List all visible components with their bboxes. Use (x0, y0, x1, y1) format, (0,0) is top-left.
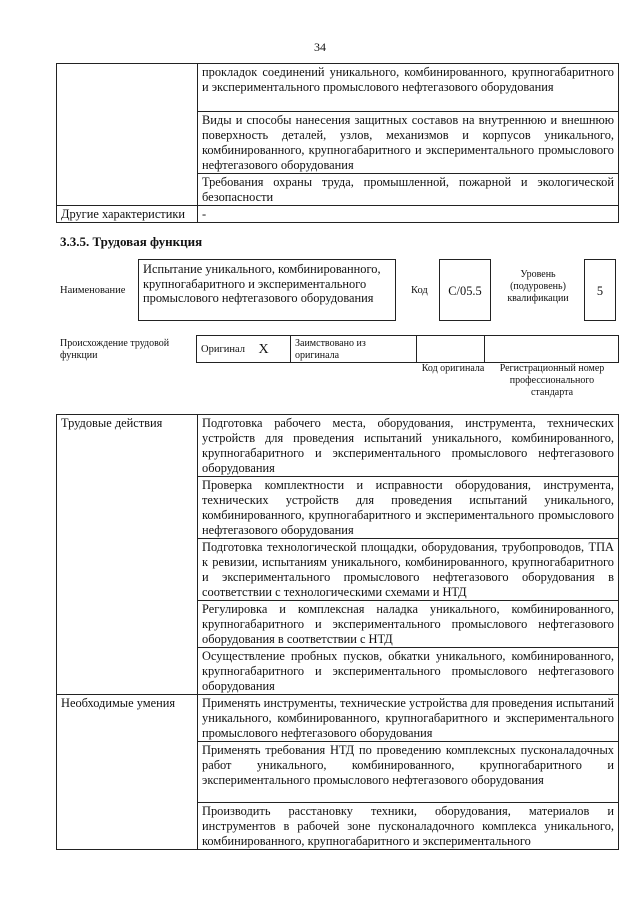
table-row (57, 415, 619, 477)
table-cell-text: - (198, 206, 619, 223)
origin-reg-cell (485, 336, 619, 363)
origin-code-cell (417, 336, 485, 363)
origin-table (196, 335, 619, 363)
table-cell-text: Регулировка и комплексная наладка уникального, комбинированного, крупногабаритного и экспериментального промыслового нефтегазового оборудования в соответствии с НТД (198, 601, 619, 648)
table-cell-text: Производить расстановку техники, оборудования, материалов и инструментов в рабочей зоне пусконаладочного комплекса уникального, комбинированного, крупногабаритного и экспериментального (198, 803, 619, 850)
main-function-table (56, 414, 619, 850)
table-cell-text: прокладок соединений уникального, комбинированного, крупногабаритного и экспериментального промыслового нефтегазового оборудования (198, 64, 619, 112)
table-row (57, 206, 619, 223)
table-cell-text: Применять требования НТД по проведению комплексных пусконаладочных работ уникального, комбинированного, крупногабаритного и экспериментального промыслового нефтегазового оборудования (198, 742, 619, 803)
level-label: Уровень (подуровень) квалификации (507, 269, 569, 304)
function-code-box (439, 259, 491, 321)
table-cell-text: Подготовка технологической площадки, оборудования, трубопроводов, ТПА к ревизии, испытаниям уникального, комбинированного, крупногабаритного и экспериментального промыслового нефтегазового оборудования в соответствии с технологическими схемами и НТД (198, 539, 619, 601)
original-mark: X (255, 336, 291, 363)
code-caption: Код оригинала (421, 363, 485, 374)
borrowed-label: Заимствовано из оригинала (291, 336, 417, 363)
name-label: Наименование (60, 285, 126, 296)
function-name-box (138, 259, 396, 321)
top-characteristics-table (56, 63, 619, 223)
table-cell-text: Подготовка рабочего места, оборудования, инструмента, технических устройств для проведения испытаний уникального, комбинированного, крупногабаритного и экспериментального промыслового нефтегазового оборудования (198, 415, 619, 477)
code-label: Код (411, 285, 428, 296)
table-cell-text: Требования охраны труда, промышленной, пожарной и экологической безопасности (198, 174, 619, 206)
level-value-box (584, 259, 616, 321)
table-row (197, 336, 619, 363)
table-row (57, 695, 619, 742)
labor-actions-label: Трудовые действия (57, 415, 198, 695)
function-name-value: Испытание уникального, комбинированного, крупногабаритного и экспериментального промыслового нефтегазового оборудования (143, 262, 381, 305)
required-skills-label: Необходимые умения (57, 695, 198, 850)
table-row (57, 64, 619, 112)
table-cell-label (57, 64, 198, 206)
table-cell-text: Виды и способы нанесения защитных составов на внутреннюю и внешнюю поверхность деталей, узлов, механизмов и корпусов уникального, комбинированного, крупногабаритного и экспериментального промыслового нефтегазового оборудования (198, 112, 619, 174)
table-cell-text: Проверка комплектности и исправности оборудования, инструмента, технических устройств для проведения испытаний уникального, комбинированного, крупногабаритного и экспериментального промыслового нефтегазового оборудования (198, 477, 619, 539)
other-characteristics-label: Другие характеристики (57, 206, 198, 223)
page-number: 34 (314, 40, 326, 54)
original-label: Оригинал (197, 336, 255, 363)
table-cell-text: Применять инструменты, технические устройства для проведения испытаний уникального, комбинированного, крупногабаритного и экспериментального промыслового нефтегазового оборудования (198, 695, 619, 742)
origin-label: Происхождение трудовой функции (60, 338, 170, 361)
reg-caption: Регистрационный номер профессионального стандарта (499, 363, 605, 398)
section-heading: 3.3.5. Трудовая функция (60, 234, 203, 249)
function-code-value: C/05.5 (448, 284, 482, 298)
table-cell-text: Осуществление пробных пусков, обкатки уникального, комбинированного, крупногабаритного и экспериментального промыслового нефтегазового оборудования (198, 648, 619, 695)
level-value: 5 (596, 284, 604, 298)
